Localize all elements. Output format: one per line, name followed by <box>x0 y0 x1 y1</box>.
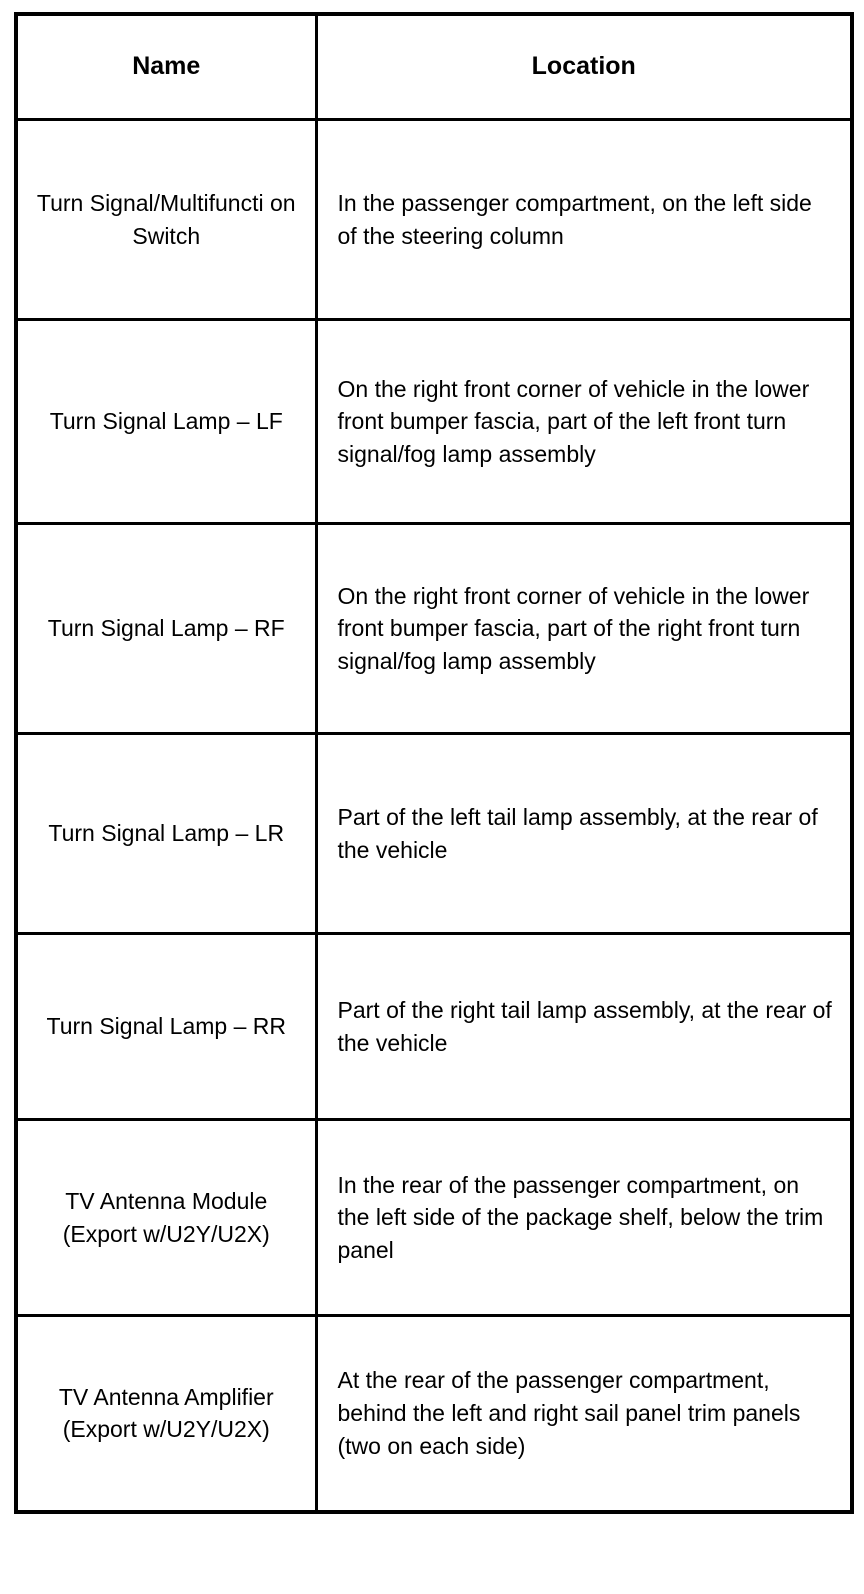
cell-location: On the right front corner of vehicle in the lower front bumper fascia, part of the right front turn signal/fog lamp assembly <box>316 524 852 734</box>
table-row <box>16 1316 852 1512</box>
cell-name: Turn Signal Lamp – RR <box>16 934 316 1120</box>
cell-name: TV Antenna Amplifier (Export w/U2Y/U2X) <box>16 1316 316 1512</box>
cell-location: At the rear of the passenger compartment, behind the left and right sail panel trim panels (two on each side) <box>316 1316 852 1512</box>
table-header-row <box>16 14 852 120</box>
table-row <box>16 320 852 524</box>
table-body <box>16 120 852 1512</box>
cell-location: In the passenger compartment, on the left side of the steering column <box>316 120 852 320</box>
component-location-table <box>14 12 854 1514</box>
cell-location: On the right front corner of vehicle in the lower front bumper fascia, part of the left front turn signal/fog lamp assembly <box>316 320 852 524</box>
cell-name: Turn Signal/Multifuncti on Switch <box>16 120 316 320</box>
cell-name: TV Antenna Module (Export w/U2Y/U2X) <box>16 1120 316 1316</box>
column-header-name: Name <box>16 14 316 120</box>
column-header-location: Location <box>316 14 852 120</box>
table-row <box>16 934 852 1120</box>
table-row <box>16 120 852 320</box>
cell-name: Turn Signal Lamp – LF <box>16 320 316 524</box>
table-row <box>16 734 852 934</box>
cell-name: Turn Signal Lamp – RF <box>16 524 316 734</box>
cell-location: Part of the left tail lamp assembly, at the rear of the vehicle <box>316 734 852 934</box>
table-head <box>16 14 852 120</box>
table-row <box>16 1120 852 1316</box>
table-row <box>16 524 852 734</box>
cell-location: Part of the right tail lamp assembly, at the rear of the vehicle <box>316 934 852 1120</box>
cell-location: In the rear of the passenger compartment, on the left side of the package shelf, below the trim panel <box>316 1120 852 1316</box>
cell-name: Turn Signal Lamp – LR <box>16 734 316 934</box>
